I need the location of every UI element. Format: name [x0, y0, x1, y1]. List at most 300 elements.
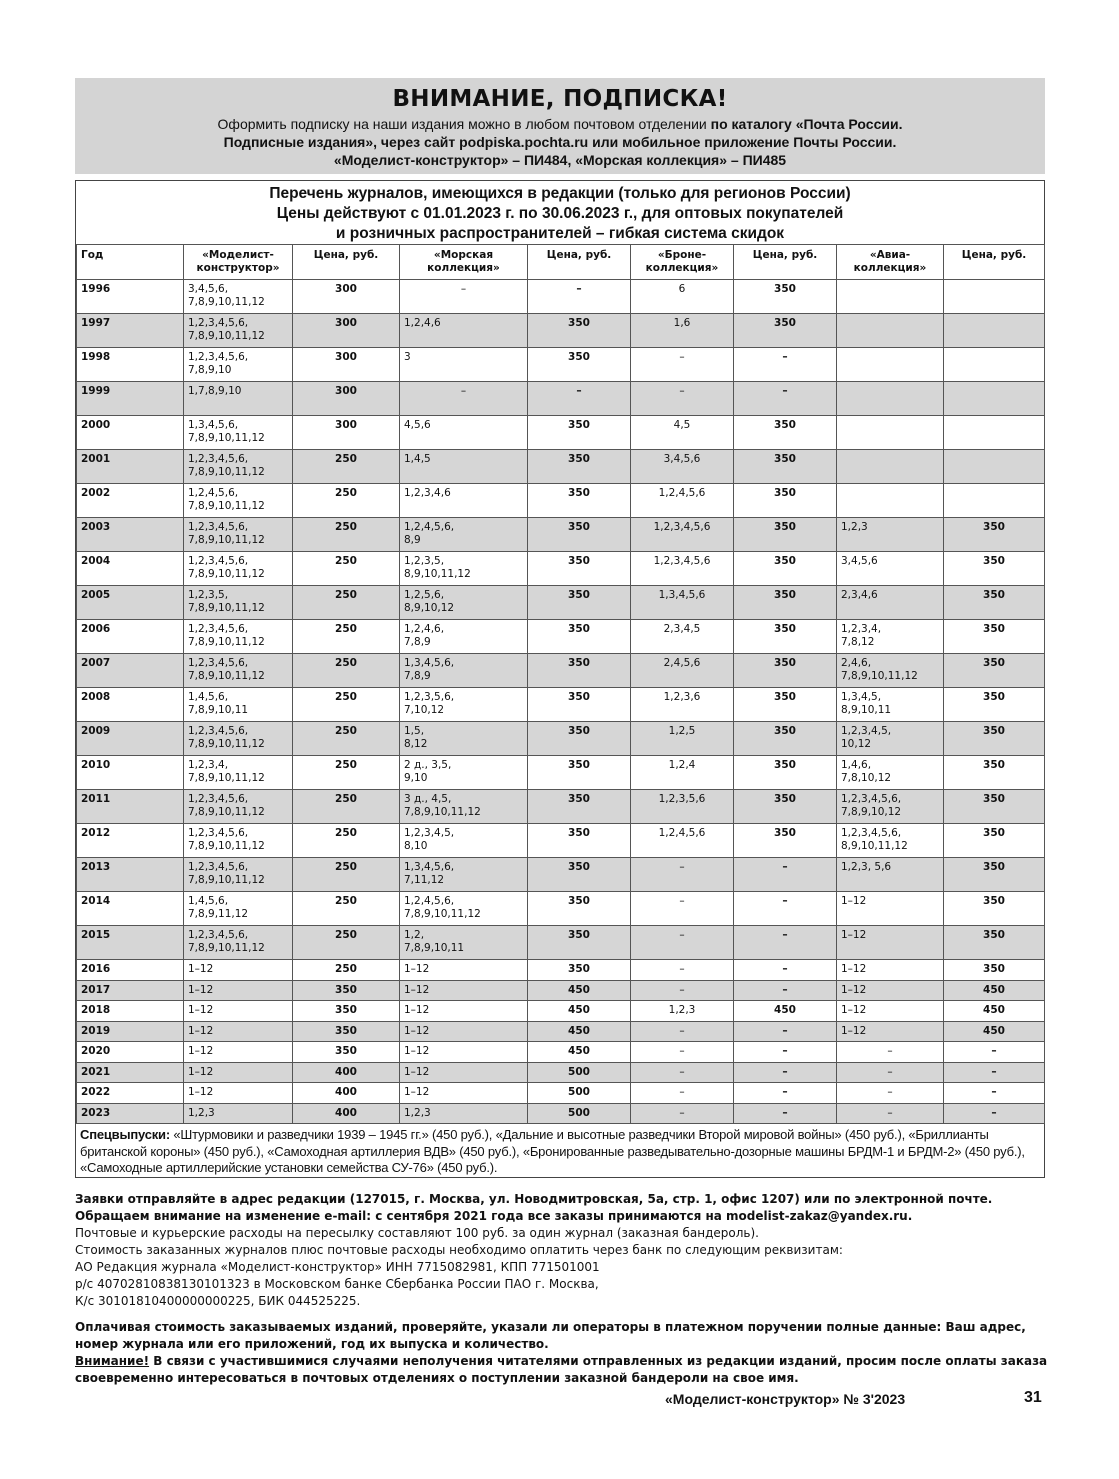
morskaya-issues-cell: 1–12 [400, 1062, 528, 1083]
year-cell: 2010 [77, 756, 184, 790]
avia-price-cell [944, 348, 1045, 382]
modelist-price-cell: 250 [293, 858, 400, 892]
morskaya-price-cell: 350 [528, 348, 631, 382]
morskaya-issues-cell: 1,2,4,6, 7,8,9 [400, 620, 528, 654]
modelist-price-cell: 250 [293, 552, 400, 586]
banner-line-3: «Моделист-конструктор» – ПИ484, «Морская коллекция» – ПИ485 [333, 152, 787, 168]
avia-price-cell: – [944, 1083, 1045, 1104]
banner-title: ВНИМАНИЕ, ПОДПИСКА! [392, 86, 728, 112]
bronya-issues-cell: – [631, 1042, 734, 1063]
modelist-price-cell: 400 [293, 1103, 400, 1124]
bronya-price-cell: – [734, 960, 837, 981]
morskaya-price-cell: 450 [528, 1001, 631, 1022]
special-issues-label: Спецвыпуски: [80, 1127, 170, 1142]
modelist-price-cell: 250 [293, 960, 400, 981]
avia-issues-cell: 2,4,6, 7,8,9,10,11,12 [837, 654, 944, 688]
morskaya-price-cell: 350 [528, 654, 631, 688]
morskaya-price-cell: 350 [528, 824, 631, 858]
modelist-issues-cell: 1–12 [184, 980, 293, 1001]
morskaya-issues-cell: 1,5, 8,12 [400, 722, 528, 756]
morskaya-issues-cell: 1,2,5,6, 8,9,10,12 [400, 586, 528, 620]
modelist-issues-cell: 1,2,3,4,5,6, 7,8,9,10,11,12 [184, 858, 293, 892]
morskaya-price-cell: 350 [528, 416, 631, 450]
morskaya-issues-cell: 1–12 [400, 1042, 528, 1063]
table-row [77, 450, 1045, 484]
avia-price-cell [944, 314, 1045, 348]
year-cell: 2011 [77, 790, 184, 824]
year-cell: 2000 [77, 416, 184, 450]
avia-issues-cell [837, 348, 944, 382]
modelist-price-cell: 300 [293, 382, 400, 416]
modelist-issues-cell: 1,2,4,5,6, 7,8,9,10,11,12 [184, 484, 293, 518]
modelist-issues-cell: 1,2,3,4,5,6, 7,8,9,10,11,12 [184, 654, 293, 688]
bronya-price-cell: – [734, 980, 837, 1001]
avia-price-cell: 350 [944, 654, 1045, 688]
avia-issues-cell [837, 314, 944, 348]
avia-price-cell: 350 [944, 552, 1045, 586]
morskaya-issues-cell: 1,3,4,5,6, 7,8,9 [400, 654, 528, 688]
avia-price-cell: 350 [944, 926, 1045, 960]
table-row [77, 382, 1045, 416]
avia-issues-cell: 1–12 [837, 960, 944, 981]
avia-issues-cell: 1,2,3,4, 7,8,12 [837, 620, 944, 654]
year-cell: 2004 [77, 552, 184, 586]
table-row [77, 960, 1045, 981]
morskaya-issues-cell: 1,2,3,4,6 [400, 484, 528, 518]
morskaya-issues-cell: 1,2,3,5,6, 7,10,12 [400, 688, 528, 722]
bronya-price-cell: 350 [734, 654, 837, 688]
morskaya-price-cell: 350 [528, 484, 631, 518]
avia-issues-cell: 1,2,3,4,5,6, 8,9,10,11,12 [837, 824, 944, 858]
bronya-issues-cell: 1,2,5 [631, 722, 734, 756]
morskaya-price-cell: 350 [528, 756, 631, 790]
bronya-issues-cell: – [631, 1103, 734, 1124]
morskaya-issues-cell: 3 д., 4,5, 7,8,9,10,11,12 [400, 790, 528, 824]
avia-price-cell: 350 [944, 858, 1045, 892]
avia-issues-cell: 1–12 [837, 892, 944, 926]
bronya-issues-cell: 1,6 [631, 314, 734, 348]
table-header-row [77, 245, 1045, 280]
table-row [77, 1042, 1045, 1063]
modelist-issues-cell: 1–12 [184, 1042, 293, 1063]
morskaya-price-cell: 350 [528, 926, 631, 960]
modelist-issues-cell: 1–12 [184, 1001, 293, 1022]
modelist-price-cell: 400 [293, 1062, 400, 1083]
modelist-issues-cell: 1,2,3,4,5,6, 7,8,9,10,11,12 [184, 824, 293, 858]
avia-issues-cell: 1,3,4,5, 8,9,10,11 [837, 688, 944, 722]
year-cell: 1997 [77, 314, 184, 348]
bronya-issues-cell: – [631, 382, 734, 416]
header-year: Год [77, 245, 184, 280]
modelist-price-cell: 250 [293, 586, 400, 620]
avia-issues-cell: – [837, 1103, 944, 1124]
avia-issues-cell [837, 416, 944, 450]
table-row [77, 892, 1045, 926]
table-row [77, 280, 1045, 314]
special-issues-text: «Штурмовики и разведчики 1939 – 1945 гг.» (450 руб.), «Дальние и высотные разведчики Второй мировой войны» (450 руб.), «Бриллианты британской короны» (450 руб.), «Самоходная артиллерия ВДВ» (450 руб.), «Бронированные разведывательно-дозорные машины БРДМ-1 и БРДМ-2» (450 руб.), «Самоходные артиллерийские установки семейства СУ-76» (450 руб.). [80, 1127, 1025, 1175]
bronya-issues-cell: – [631, 1083, 734, 1104]
bronya-price-cell: 350 [734, 314, 837, 348]
bronya-issues-cell: 3,4,5,6 [631, 450, 734, 484]
morskaya-issues-cell: 1–12 [400, 1001, 528, 1022]
avia-price-cell: 350 [944, 722, 1045, 756]
subscription-banner [75, 78, 1045, 174]
bronya-issues-cell: 4,5 [631, 416, 734, 450]
year-cell: 2023 [77, 1103, 184, 1124]
page-number: 31 [1024, 1389, 1042, 1406]
order-address-note: Заявки отправляйте в адрес редакции (127015, г. Москва, ул. Новодмитровская, 5а, стр. 1, офис 1207) или по электронной почте. Обращаем внимание на изменение e-mail: с сентября 2021 года все заказы принимаются на modelist-zakaz@yandex.ru. [75, 1192, 993, 1223]
bronya-issues-cell: 2,3,4,5 [631, 620, 734, 654]
avia-issues-cell [837, 450, 944, 484]
bronya-issues-cell: 1,2,4,5,6 [631, 824, 734, 858]
avia-issues-cell: 2,3,4,6 [837, 586, 944, 620]
avia-price-cell: 350 [944, 518, 1045, 552]
morskaya-price-cell: 350 [528, 858, 631, 892]
bronya-issues-cell: 6 [631, 280, 734, 314]
avia-price-cell: 450 [944, 1001, 1045, 1022]
year-cell: 2003 [77, 518, 184, 552]
table-row [77, 416, 1045, 450]
year-cell: 2018 [77, 1001, 184, 1022]
year-cell: 2017 [77, 980, 184, 1001]
avia-issues-cell: – [837, 1062, 944, 1083]
table-row [77, 858, 1045, 892]
modelist-issues-cell: 1,2,3,4, 7,8,9,10,11,12 [184, 756, 293, 790]
year-cell: 2002 [77, 484, 184, 518]
postage-note: Почтовые и курьерские расходы на пересылку составляют 100 руб. за один журнал (заказная бандероль). [75, 1226, 759, 1240]
table-row [77, 722, 1045, 756]
bronya-price-cell: – [734, 1083, 837, 1104]
modelist-price-cell: 250 [293, 484, 400, 518]
avia-price-cell: 350 [944, 824, 1045, 858]
morskaya-price-cell: 350 [528, 960, 631, 981]
morskaya-price-cell: 350 [528, 314, 631, 348]
morskaya-issues-cell: 1,2,4,5,6, 7,8,9,10,11,12 [400, 892, 528, 926]
morskaya-issues-cell: 1,2, 7,8,9,10,11 [400, 926, 528, 960]
table-title [76, 181, 1044, 244]
avia-price-cell: 350 [944, 892, 1045, 926]
bronya-price-cell: 350 [734, 280, 837, 314]
morskaya-issues-cell: 2 д., 3,5, 9,10 [400, 756, 528, 790]
modelist-price-cell: 250 [293, 450, 400, 484]
morskaya-price-cell: 350 [528, 892, 631, 926]
morskaya-issues-cell: 1,2,4,5,6, 8,9 [400, 518, 528, 552]
table-row [77, 926, 1045, 960]
morskaya-issues-cell: 1,2,4,6 [400, 314, 528, 348]
bronya-price-cell: 350 [734, 586, 837, 620]
table-row [77, 586, 1045, 620]
year-cell: 1996 [77, 280, 184, 314]
modelist-price-cell: 300 [293, 416, 400, 450]
modelist-price-cell: 250 [293, 892, 400, 926]
modelist-price-cell: 250 [293, 756, 400, 790]
year-cell: 2020 [77, 1042, 184, 1063]
modelist-issues-cell: 1–12 [184, 1083, 293, 1104]
avia-issues-cell: – [837, 1042, 944, 1063]
avia-issues-cell: 1–12 [837, 980, 944, 1001]
bronya-issues-cell: 1,2,4 [631, 756, 734, 790]
morskaya-issues-cell: 1–12 [400, 980, 528, 1001]
modelist-issues-cell: 1,2,3 [184, 1103, 293, 1124]
modelist-issues-cell: 1,2,3,4,5,6, 7,8,9,10,11,12 [184, 518, 293, 552]
year-cell: 2006 [77, 620, 184, 654]
bronya-price-cell: – [734, 1042, 837, 1063]
morskaya-price-cell: 350 [528, 552, 631, 586]
payment-note: Стоимость заказанных журналов плюс почтовые расходы необходимо оплатить через банк по следующим реквизитам: [75, 1243, 843, 1257]
modelist-issues-cell: 1,3,4,5,6, 7,8,9,10,11,12 [184, 416, 293, 450]
modelist-price-cell: 350 [293, 1021, 400, 1042]
modelist-price-cell: 250 [293, 824, 400, 858]
morskaya-issues-cell: 1,2,3 [400, 1103, 528, 1124]
header-price: Цена, руб. [528, 245, 631, 280]
morskaya-issues-cell: 1–12 [400, 960, 528, 981]
avia-price-cell: – [944, 1103, 1045, 1124]
avia-price-cell: 350 [944, 960, 1045, 981]
bronya-issues-cell: 1,2,3,4,5,6 [631, 552, 734, 586]
bronya-issues-cell: – [631, 858, 734, 892]
modelist-issues-cell: 1,4,5,6, 7,8,9,11,12 [184, 892, 293, 926]
avia-issues-cell [837, 382, 944, 416]
avia-price-cell: 350 [944, 790, 1045, 824]
morskaya-issues-cell: 3 [400, 348, 528, 382]
attention-note: Внимание! В связи с участившимися случаями неполучения читателями отправленных из редакции изданий, просим после оплаты заказа своевременно интересоваться в почтовых отделениях о поступлении заказной бандероли на свое имя. [75, 1354, 1048, 1385]
table-row [77, 1021, 1045, 1042]
morskaya-issues-cell: 1,4,5 [400, 450, 528, 484]
avia-issues-cell: 1,2,3,4,5,6, 7,8,9,10,12 [837, 790, 944, 824]
avia-price-cell [944, 416, 1045, 450]
morskaya-price-cell: 350 [528, 586, 631, 620]
bronya-issues-cell: – [631, 1062, 734, 1083]
table-row [77, 654, 1045, 688]
year-cell: 2014 [77, 892, 184, 926]
table-title-line-3: и розничных распространителей – гибкая система скидок [335, 225, 785, 242]
table-row [77, 1001, 1045, 1022]
morskaya-price-cell: – [528, 280, 631, 314]
modelist-price-cell: 350 [293, 1001, 400, 1022]
bronya-price-cell: – [734, 1021, 837, 1042]
bronya-issues-cell: – [631, 1021, 734, 1042]
modelist-issues-cell: 1,2,3,4,5,6, 7,8,9,10,11,12 [184, 314, 293, 348]
morskaya-price-cell: – [528, 382, 631, 416]
morskaya-price-cell: 350 [528, 620, 631, 654]
modelist-price-cell: 350 [293, 1042, 400, 1063]
bronya-price-cell: 350 [734, 756, 837, 790]
header-morskaya: «Морская коллекция» [400, 245, 528, 280]
year-cell: 2009 [77, 722, 184, 756]
morskaya-issues-cell: 1–12 [400, 1021, 528, 1042]
banner-line-1: Оформить подписку на наши издания можно в любом почтовом отделении по каталогу «Почта России. [217, 116, 903, 132]
modelist-issues-cell: 1,2,3,4,5,6, 7,8,9,10,11,12 [184, 926, 293, 960]
morskaya-issues-cell: – [400, 382, 528, 416]
bronya-price-cell: – [734, 858, 837, 892]
avia-price-cell: 350 [944, 620, 1045, 654]
modelist-price-cell: 300 [293, 314, 400, 348]
modelist-issues-cell: 1–12 [184, 1021, 293, 1042]
year-cell: 2019 [77, 1021, 184, 1042]
bronya-issues-cell: – [631, 892, 734, 926]
bronya-issues-cell: – [631, 926, 734, 960]
bronya-issues-cell: 1,2,3,5,6 [631, 790, 734, 824]
avia-price-cell: 350 [944, 756, 1045, 790]
year-cell: 2005 [77, 586, 184, 620]
bronya-price-cell: – [734, 1103, 837, 1124]
avia-price-cell: 450 [944, 980, 1045, 1001]
modelist-issues-cell: 1,2,3,4,5,6, 7,8,9,10,11,12 [184, 620, 293, 654]
bronya-price-cell: 350 [734, 722, 837, 756]
modelist-price-cell: 400 [293, 1083, 400, 1104]
header-avia: «Авиа-коллекция» [837, 245, 944, 280]
year-cell: 2001 [77, 450, 184, 484]
table-row [77, 1103, 1045, 1124]
modelist-price-cell: 250 [293, 688, 400, 722]
avia-issues-cell: 1,4,6, 7,8,10,12 [837, 756, 944, 790]
morskaya-price-cell: 450 [528, 1021, 631, 1042]
modelist-price-cell: 350 [293, 980, 400, 1001]
bronya-issues-cell: 1,2,3 [631, 1001, 734, 1022]
modelist-price-cell: 250 [293, 518, 400, 552]
modelist-price-cell: 250 [293, 722, 400, 756]
avia-issues-cell: 1–12 [837, 926, 944, 960]
avia-price-cell [944, 280, 1045, 314]
header-price: Цена, руб. [293, 245, 400, 280]
modelist-price-cell: 300 [293, 348, 400, 382]
bronya-price-cell: – [734, 348, 837, 382]
bronya-price-cell: 350 [734, 824, 837, 858]
year-cell: 2021 [77, 1062, 184, 1083]
bank-details-1: АО Редакция журнала «Моделист-конструктор» ИНН 7715082981, КПП 771501001 [75, 1260, 600, 1274]
avia-price-cell: – [944, 1042, 1045, 1063]
table-row [77, 1062, 1045, 1083]
table-row [77, 314, 1045, 348]
morskaya-price-cell: 500 [528, 1062, 631, 1083]
bronya-issues-cell: – [631, 960, 734, 981]
bronya-issues-cell: – [631, 348, 734, 382]
modelist-issues-cell: 1,2,3,4,5,6, 7,8,9,10,11,12 [184, 790, 293, 824]
bronya-price-cell: 350 [734, 518, 837, 552]
header-price: Цена, руб. [944, 245, 1045, 280]
table-row [77, 1083, 1045, 1104]
bronya-issues-cell: 2,4,5,6 [631, 654, 734, 688]
bank-details-2: р/с 40702810838130101323 в Московском банке Сбербанка России ПАО г. Москва, [75, 1277, 599, 1291]
year-cell: 2007 [77, 654, 184, 688]
bank-details-3: К/с 30101810400000000225, БИК 044525225. [75, 1294, 361, 1308]
year-cell: 2022 [77, 1083, 184, 1104]
avia-price-cell: 350 [944, 688, 1045, 722]
year-cell: 2016 [77, 960, 184, 981]
morskaya-price-cell: 450 [528, 980, 631, 1001]
morskaya-issues-cell: 1,2,3,5, 8,9,10,11,12 [400, 552, 528, 586]
year-cell: 1999 [77, 382, 184, 416]
avia-price-cell: – [944, 1062, 1045, 1083]
table-row [77, 688, 1045, 722]
bronya-issues-cell: – [631, 980, 734, 1001]
morskaya-issues-cell: – [400, 280, 528, 314]
morskaya-price-cell: 350 [528, 688, 631, 722]
year-cell: 2015 [77, 926, 184, 960]
special-issues [76, 1124, 1044, 1177]
bronya-price-cell: 450 [734, 1001, 837, 1022]
bronya-issues-cell: 1,2,3,4,5,6 [631, 518, 734, 552]
bronya-price-cell: 350 [734, 484, 837, 518]
avia-issues-cell: 1,2,3, 5,6 [837, 858, 944, 892]
table-row [77, 790, 1045, 824]
payment-check-note: Оплачивая стоимость заказываемых изданий, проверяйте, указали ли операторы в платежном поручении полные данные: Ваш адрес, номер журнала или его приложений, год их выпуска и количество. [75, 1320, 1026, 1351]
table-row [77, 620, 1045, 654]
modelist-issues-cell: 1–12 [184, 960, 293, 981]
avia-issues-cell: 1–12 [837, 1001, 944, 1022]
table-row [77, 980, 1045, 1001]
modelist-issues-cell: 1,2,3,4,5,6, 7,8,9,10 [184, 348, 293, 382]
modelist-issues-cell: 1,2,3,4,5,6, 7,8,9,10,11,12 [184, 552, 293, 586]
bronya-price-cell: 350 [734, 416, 837, 450]
morskaya-price-cell: 500 [528, 1083, 631, 1104]
banner-line-2: Подписные издания», через сайт podpiska.pochta.ru или мобильное приложение Почты России. [223, 134, 897, 150]
avia-issues-cell [837, 484, 944, 518]
table-row [77, 518, 1045, 552]
modelist-price-cell: 250 [293, 620, 400, 654]
year-cell: 2012 [77, 824, 184, 858]
morskaya-price-cell: 350 [528, 450, 631, 484]
morskaya-price-cell: 450 [528, 1042, 631, 1063]
avia-price-cell [944, 450, 1045, 484]
avia-price-cell: 450 [944, 1021, 1045, 1042]
bronya-issues-cell: 1,2,3,6 [631, 688, 734, 722]
avia-price-cell [944, 484, 1045, 518]
header-modelist: «Моделист-конструктор» [184, 245, 293, 280]
order-instructions [75, 1191, 1050, 1387]
avia-price-cell: 350 [944, 586, 1045, 620]
avia-issues-cell: 1,2,3,4,5, 10,12 [837, 722, 944, 756]
header-bronya: «Броне-коллекция» [631, 245, 734, 280]
price-list-frame [75, 180, 1045, 1178]
modelist-issues-cell: 3,4,5,6, 7,8,9,10,11,12 [184, 280, 293, 314]
morskaya-price-cell: 350 [528, 518, 631, 552]
bronya-price-cell: – [734, 1062, 837, 1083]
bronya-price-cell: – [734, 892, 837, 926]
bronya-price-cell: – [734, 926, 837, 960]
modelist-issues-cell: 1–12 [184, 1062, 293, 1083]
bronya-issues-cell: 1,2,4,5,6 [631, 484, 734, 518]
avia-issues-cell: 1,2,3 [837, 518, 944, 552]
morskaya-price-cell: 350 [528, 790, 631, 824]
modelist-issues-cell: 1,7,8,9,10 [184, 382, 293, 416]
modelist-issues-cell: 1,4,5,6, 7,8,9,10,11 [184, 688, 293, 722]
table-row [77, 824, 1045, 858]
table-row [77, 756, 1045, 790]
journal-issue: «Моделист-конструктор» № 3'2023 [665, 1391, 906, 1407]
bronya-price-cell: 350 [734, 790, 837, 824]
table-row [77, 348, 1045, 382]
avia-issues-cell [837, 280, 944, 314]
header-price: Цена, руб. [734, 245, 837, 280]
avia-issues-cell: – [837, 1083, 944, 1104]
morskaya-issues-cell: 4,5,6 [400, 416, 528, 450]
morskaya-issues-cell: 1,3,4,5,6, 7,11,12 [400, 858, 528, 892]
bronya-issues-cell: 1,3,4,5,6 [631, 586, 734, 620]
modelist-issues-cell: 1,2,3,5, 7,8,9,10,11,12 [184, 586, 293, 620]
modelist-issues-cell: 1,2,3,4,5,6, 7,8,9,10,11,12 [184, 722, 293, 756]
year-cell: 2008 [77, 688, 184, 722]
morskaya-price-cell: 500 [528, 1103, 631, 1124]
year-cell: 1998 [77, 348, 184, 382]
modelist-price-cell: 250 [293, 790, 400, 824]
bronya-price-cell: – [734, 382, 837, 416]
table-title-line-1: Перечень журналов, имеющихся в редакции (только для регионов России) [269, 185, 851, 202]
bronya-price-cell: 350 [734, 552, 837, 586]
modelist-price-cell: 300 [293, 280, 400, 314]
modelist-price-cell: 250 [293, 926, 400, 960]
morskaya-price-cell: 350 [528, 722, 631, 756]
